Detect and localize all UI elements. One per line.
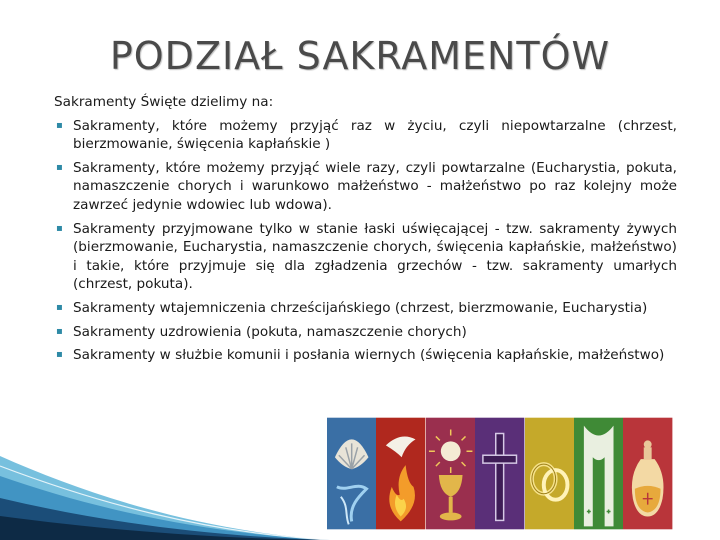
- bullet-list: [54, 117, 677, 365]
- bullet-icon: ▪: [56, 325, 63, 337]
- list-item: [54, 159, 677, 215]
- list-item: [54, 299, 677, 318]
- decorative-swoosh: [0, 436, 330, 540]
- bullet-icon: ▪: [56, 119, 63, 131]
- slide-content: [54, 93, 677, 370]
- list-item: [54, 220, 677, 294]
- host-chalice-icon: [426, 417, 475, 530]
- list-item-text: Sakramenty przyjmowane tylko w stanie łaski uświęcającej - tzw. sakramenty żywych (bierzmowanie, Eucharystia, namaszczenie chorych, święcenia kapłańskie, małżeństwo) i takie, które przyjmuje się dla zgładzenia grzechów - tzw. sakramenty umarłych (chrzest, pokuta).: [73, 220, 677, 293]
- list-item-text: Sakramenty uzdrowienia (pokuta, namaszczenie chorych): [73, 323, 467, 340]
- bullet-icon: ▪: [56, 222, 63, 234]
- stole-icon: [574, 417, 623, 530]
- list-item-text: Sakramenty, które możemy przyjąć raz w życiu, czyli niepowtarzalne (chrzest, bierzmowanie, święcenia kapłańskie ): [73, 117, 677, 153]
- cross-icon: [475, 417, 524, 530]
- list-item-text: Sakramenty, które możemy przyjąć wiele razy, czyli powtarzalne (Eucharystia, pokuta, namaszczenie chorych i warunkowo małżeństwo - małżeństwo po raz kolejny może zawrzeć jedynie wdowiec lub wdowa).: [73, 159, 677, 213]
- sacrament-symbols-strip: [327, 417, 673, 530]
- list-item: [54, 323, 677, 342]
- intro-text: Sakramenty Święte dzielimy na:: [54, 94, 274, 110]
- rings-icon: [525, 417, 574, 530]
- list-item: [54, 346, 677, 365]
- dove-flame-icon: [376, 417, 425, 530]
- bullet-icon: ▪: [56, 301, 63, 313]
- list-item-text: Sakramenty wtajemniczenia chrześcijańskiego (chrzest, bierzmowanie, Eucharystia): [73, 299, 648, 316]
- bullet-icon: ▪: [56, 349, 63, 361]
- list-item-text: Sakramenty w służbie komunii i posłania wiernych (święcenia kapłańskie, małżeństwo): [73, 347, 665, 364]
- oil-jar-icon: [623, 417, 672, 530]
- list-item: [54, 117, 677, 154]
- bullet-icon: ▪: [56, 161, 63, 173]
- slide-title: PODZIAŁ SAKRAMENTÓW: [109, 34, 611, 78]
- shell-icon: [327, 417, 376, 530]
